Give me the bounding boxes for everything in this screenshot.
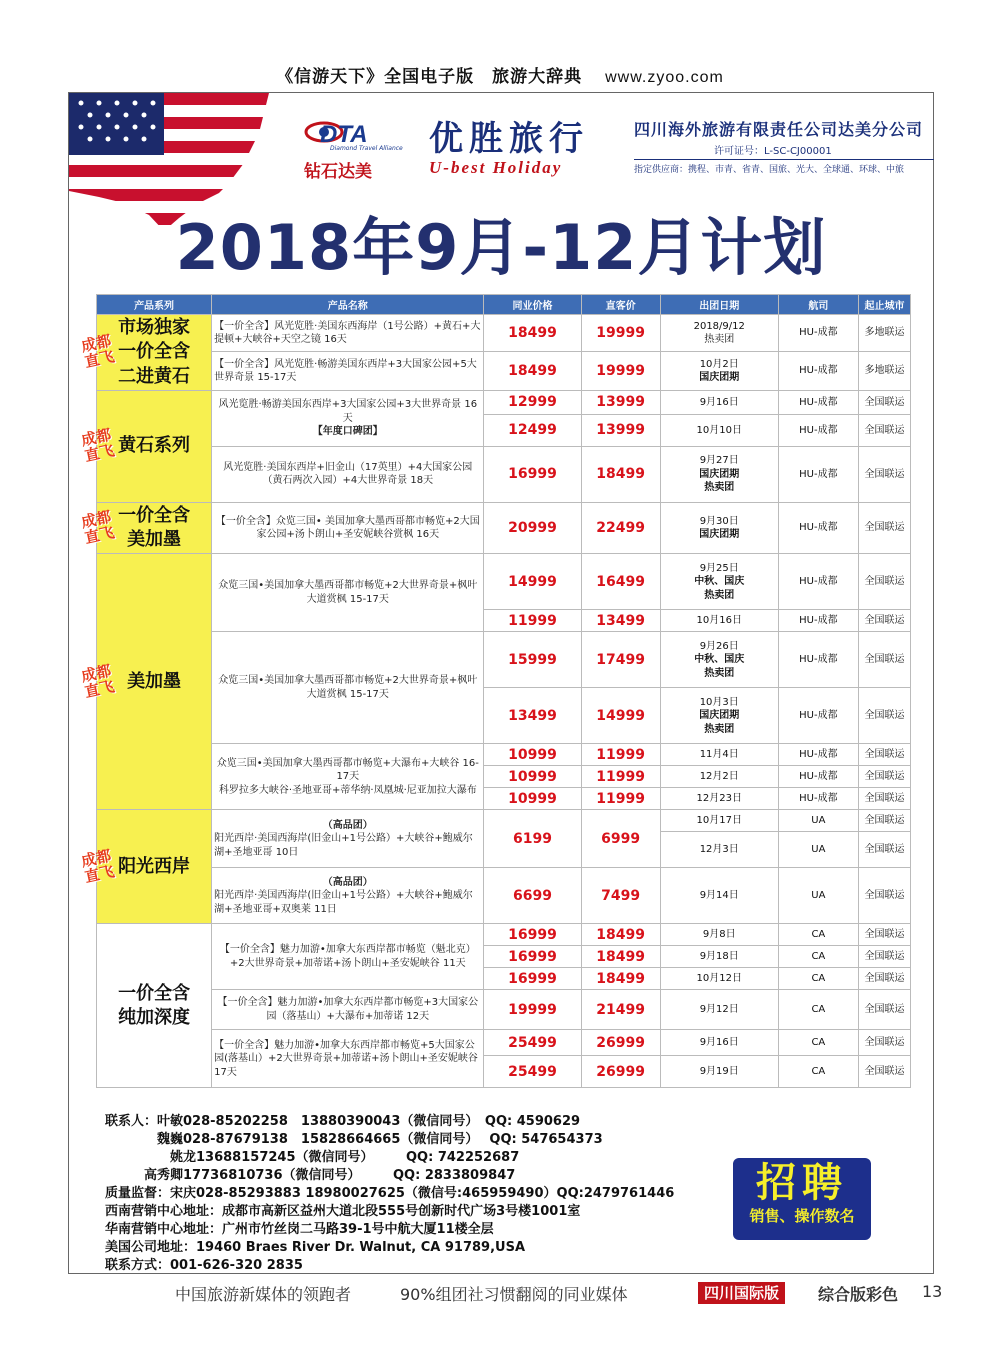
- quality-supervision: 质量监督：宋庆028-85293883 18980027625（微信号:465959490）QQ:2479761446: [105, 1186, 675, 1201]
- direct-price: 13999: [581, 390, 660, 414]
- departure-date: 9月18日: [660, 946, 778, 968]
- direct-price: 13499: [581, 610, 660, 632]
- date-value: 10月3日: [699, 696, 739, 708]
- peer-price: 15999: [484, 632, 581, 688]
- product-name-tag: [214, 425, 481, 439]
- product-name: [212, 744, 484, 810]
- peer-price: 20999: [484, 502, 581, 554]
- direct-price: 19999: [581, 315, 660, 352]
- departure-date: 11月4日: [660, 744, 778, 766]
- airline: CA: [778, 1030, 858, 1056]
- direct-price: 17499: [581, 632, 660, 688]
- airline: UA: [778, 868, 858, 924]
- city: 全国联运: [858, 990, 910, 1030]
- departure-date: 9月14日: [660, 868, 778, 924]
- departure-date: 10月16日: [660, 610, 778, 632]
- city: 全国联运: [858, 632, 910, 688]
- table-row: [97, 744, 911, 766]
- date-note: [663, 528, 776, 542]
- color-edition-label: 综合版彩色: [818, 1285, 899, 1304]
- table-row: [97, 924, 911, 946]
- header-peer-price: 同业价格: [484, 295, 581, 315]
- airline: UA: [778, 810, 858, 832]
- product-name-main: 风光览胜·畅游美国东西岸+3大国家公园+3大世界奇景 16天: [218, 399, 478, 424]
- ubest-english-name: U-best Holiday: [429, 158, 563, 177]
- series-cell: [79, 390, 212, 502]
- peer-price: 6699: [484, 868, 581, 924]
- header-city: 起止城市: [858, 295, 910, 315]
- direct-price: 16499: [581, 554, 660, 610]
- series-cell: [79, 554, 212, 810]
- tour-plan-table: [79, 294, 911, 1088]
- date-note-bold: 中秋、国庆: [694, 576, 745, 588]
- date-value: 9月27日: [699, 455, 739, 467]
- contact-line: 高秀卿17736810736（微信同号） QQ: 2833809847: [105, 1168, 516, 1183]
- city: 全国联运: [858, 446, 910, 502]
- date-note: 热卖团: [704, 334, 735, 346]
- airline: HU-成都: [778, 688, 858, 744]
- supplier-list: 指定供应商：携程、市青、省青、国旅、光大、全球通、环球、中旅: [634, 159, 934, 175]
- date-note-bold-2: 热卖团: [704, 667, 735, 679]
- contact-line: 联系人：叶敏028-85202258 13880390043（微信同号） QQ: 4590629: [105, 1114, 581, 1129]
- page-number: 13: [922, 1282, 943, 1301]
- airline: HU-成都: [778, 352, 858, 390]
- product-name: 【一价全含】众览三国• 美国加拿大墨西哥都市畅览+2大国家公园+汤卜朗山+圣安妮峡谷赏枫 16天: [212, 502, 484, 554]
- city: 全国联运: [858, 946, 910, 968]
- city: 全国联运: [858, 1030, 910, 1056]
- product-name: 风光览胜·美国东西岸+旧金山（17英里）+4大国家公园（黄石两次入园）+4大世界奇景 18天: [212, 446, 484, 502]
- airline: HU-成都: [778, 632, 858, 688]
- chengdu-direct-stamp: 成都直飞: [79, 331, 117, 372]
- airline: CA: [778, 990, 858, 1030]
- peer-price: 10999: [484, 766, 581, 788]
- table-row: [97, 502, 911, 554]
- dta-logo-text: DTA: [320, 121, 368, 148]
- dta-logo: [304, 111, 414, 181]
- series-cell: [97, 924, 212, 1088]
- airline: HU-成都: [778, 502, 858, 554]
- series-label: 市场独家 一价全含 二进黄石: [118, 317, 191, 387]
- product-name: 众览三国•美国加拿大墨西哥都市畅览+2大世界奇景+枫叶大道赏枫 15-17天: [212, 632, 484, 744]
- product-name: 【一价全含】风光览胜·畅游美国东西岸+3大国家公园+5大世界奇景 15-17天: [212, 352, 484, 390]
- airline: HU-成都: [778, 390, 858, 414]
- city: 全国联运: [858, 924, 910, 946]
- product-grade-bold: （高品团）: [322, 819, 373, 831]
- date-note-bold-2: 热卖团: [704, 589, 735, 601]
- ubest-chinese-name: 优胜旅行: [429, 119, 589, 159]
- direct-price: 11999: [581, 788, 660, 810]
- date-note-bold-2: 热卖团: [704, 482, 735, 494]
- airline: HU-成都: [778, 554, 858, 610]
- main-title: 2018年9月-12月计划: [175, 211, 827, 284]
- date-note-2: [663, 481, 776, 495]
- table-row: [97, 352, 911, 390]
- direct-price: 14999: [581, 688, 660, 744]
- product-name-sub: 科罗拉多大峡谷·圣地亚哥+蒂华纳·凤凰城·尼亚加拉大瀑布: [218, 784, 477, 796]
- company-info: [634, 117, 934, 175]
- city: 全国联运: [858, 810, 910, 832]
- departure-date: 9月12日: [660, 990, 778, 1030]
- city: 全国联运: [858, 688, 910, 744]
- table-row: [97, 315, 911, 352]
- series-label: 阳光西岸: [118, 855, 191, 877]
- product-name-main: 阳光西岸·美国西海岸(旧金山+1号公路）+大峡谷+鲍威尔湖+圣地亚哥 10日: [214, 833, 473, 858]
- direct-price: 19999: [581, 352, 660, 390]
- table-row: [97, 554, 911, 610]
- peer-price: 12499: [484, 414, 581, 446]
- product-grade-bold: （高品团）: [322, 876, 373, 888]
- series-label: 一价全含 纯加深度: [118, 982, 191, 1028]
- peer-price: 14999: [484, 554, 581, 610]
- departure-date: 10月17日: [660, 810, 778, 832]
- date-note-bold-2: 热卖团: [704, 723, 735, 735]
- banner: [69, 93, 933, 193]
- direct-price: 26999: [581, 1056, 660, 1088]
- city: 多地联运: [858, 315, 910, 352]
- table-header-row: [97, 295, 911, 315]
- peer-price: 16999: [484, 924, 581, 946]
- airline: HU-成都: [778, 766, 858, 788]
- direct-price: 18499: [581, 924, 660, 946]
- product-tag-bold: 【年度口碑团】: [312, 426, 383, 438]
- footer-slogan-2: 90%组团社习惯翻阅的同业媒体: [400, 1285, 628, 1304]
- footer-slogan-1: 中国旅游新媒体的领跑者: [175, 1285, 352, 1304]
- series-cell: [79, 315, 212, 391]
- ubest-logo: [429, 111, 619, 181]
- publication-title: 《信游天下》全国电子版 旅游大辞典: [276, 67, 583, 87]
- airline: CA: [778, 924, 858, 946]
- departure-date: [660, 554, 778, 610]
- table-row: [97, 990, 911, 1030]
- peer-price: 10999: [484, 744, 581, 766]
- direct-price: 13999: [581, 414, 660, 446]
- direct-price: 11999: [581, 744, 660, 766]
- direct-price: 6999: [581, 810, 660, 868]
- series-cell: [79, 502, 212, 554]
- product-name: 【一价全含】魅力加游•加拿大东西岸都市畅览（魁北克）+2大世界奇景+加蒂诺+汤卜朗山+圣安妮峡谷 11天: [212, 924, 484, 990]
- airline: UA: [778, 832, 858, 868]
- departure-date: [660, 352, 778, 390]
- airline: HU-成都: [778, 446, 858, 502]
- date-note-bold: 国庆团期: [699, 529, 740, 541]
- peer-price: 18499: [484, 315, 581, 352]
- product-name: 【一价全含】魅力加游•加拿大东西岸都市畅览+3大国家公园（落基山）+大瀑布+加蒂诺 12天: [212, 990, 484, 1030]
- series-cell: [79, 810, 212, 924]
- peer-price: 13499: [484, 688, 581, 744]
- departure-date: [660, 446, 778, 502]
- city: 全国联运: [858, 390, 910, 414]
- southwest-address: 西南营销中心地址：成都市高新区益州大道北段555号创新时代广场3号楼1001室: [105, 1204, 581, 1219]
- header-name: 产品名称: [212, 295, 484, 315]
- date-note: [663, 709, 776, 723]
- peer-price: 6199: [484, 810, 581, 868]
- date-value: 9月30日: [699, 515, 739, 527]
- departure-date: 9月19日: [660, 1056, 778, 1088]
- header-airline: 航司: [778, 295, 858, 315]
- direct-price: 18499: [581, 446, 660, 502]
- date-value: 2018/9/12: [693, 320, 745, 332]
- dta-chinese-name: 钻石达美: [304, 162, 372, 182]
- us-address: 美国公司地址：19460 Braes River Dr. Walnut, CA 91789,USA: [105, 1240, 525, 1255]
- city: 全国联运: [858, 610, 910, 632]
- peer-price: 25499: [484, 1030, 581, 1056]
- departure-date: 12月3日: [660, 832, 778, 868]
- license-number: 许可证号：L-SC-CJ00001: [714, 146, 832, 157]
- date-note-bold: 中秋、国庆: [694, 654, 745, 666]
- date-note: [663, 468, 776, 482]
- ad-frame: [68, 92, 934, 1274]
- date-note-bold: 国庆团期: [699, 710, 740, 722]
- airline: HU-成都: [778, 315, 858, 352]
- departure-date: 9月16日: [660, 1030, 778, 1056]
- peer-price: 25499: [484, 1056, 581, 1088]
- peer-price: 11999: [484, 610, 581, 632]
- city: 全国联运: [858, 414, 910, 446]
- header-series: 产品系列: [97, 295, 212, 315]
- direct-price: 7499: [581, 868, 660, 924]
- chengdu-direct-stamp: 成都直飞: [79, 507, 117, 547]
- peer-price: 18499: [484, 352, 581, 390]
- series-label: 黄石系列: [118, 435, 191, 457]
- date-note-2: [663, 667, 776, 681]
- departure-date: 10月10日: [660, 414, 778, 446]
- departure-date: [660, 632, 778, 688]
- city: 全国联运: [858, 744, 910, 766]
- departure-date: 10月12日: [660, 968, 778, 990]
- date-value: 9月26日: [699, 640, 739, 652]
- peer-price: 16999: [484, 446, 581, 502]
- product-name: [212, 810, 484, 868]
- departure-date: [660, 502, 778, 554]
- departure-date: 12月2日: [660, 766, 778, 788]
- product-name: [212, 868, 484, 924]
- airline: HU-成都: [778, 414, 858, 446]
- date-note: [663, 653, 776, 667]
- product-name: 【一价全含】魅力加游•加拿大东西岸都市畅览+5大国家公园(落基山）+2大世界奇景+加蒂诺+汤卜朗山+圣安妮峡谷 17天: [212, 1030, 484, 1088]
- contact-line: 姚龙13688157245（微信同号） QQ: 742252687: [105, 1150, 520, 1165]
- date-note: [663, 371, 776, 385]
- departure-date: 12月23日: [660, 788, 778, 810]
- table-row: [97, 390, 911, 414]
- airline: HU-成都: [778, 610, 858, 632]
- table-row: [97, 1030, 911, 1056]
- date-note: [663, 575, 776, 589]
- peer-price: 10999: [484, 788, 581, 810]
- contact-line: 魏巍028-87679138 15828664665（微信同号） QQ: 547654373: [105, 1132, 603, 1147]
- us-phone: 联系方式：001-626-320 2835: [105, 1258, 303, 1273]
- departure-date: 9月16日: [660, 390, 778, 414]
- dta-subtitle: Diamond Travel Alliance: [330, 145, 403, 152]
- city: 全国联运: [858, 868, 910, 924]
- recruit-title: 招聘: [756, 1160, 848, 1206]
- page-footer: [0, 1282, 1000, 1306]
- city: 全国联运: [858, 1056, 910, 1088]
- peer-price: 12999: [484, 390, 581, 414]
- recruitment-badge: [733, 1158, 871, 1240]
- chengdu-direct-stamp: 成都直飞: [79, 661, 117, 701]
- table-row: [97, 868, 911, 924]
- departure-date: [660, 315, 778, 352]
- product-name: 【一价全含】风光览胜·美国东西海岸（1号公路）+黄石+大提顿+大峡谷+天空之镜 16天: [212, 315, 484, 352]
- product-name-main: 阳光西岸·美国西海岸(旧金山+1号公路）+大峡谷+鲍威尔湖+圣地亚哥+双奥莱 11日: [214, 890, 473, 915]
- departure-date: [660, 688, 778, 744]
- city: 全国联运: [858, 968, 910, 990]
- product-grade: [214, 876, 481, 890]
- series-label: 一价全含 美加墨: [118, 504, 191, 551]
- city: 全国联运: [858, 832, 910, 868]
- city: 全国联运: [858, 502, 910, 554]
- product-name: 众览三国•美国加拿大墨西哥都市畅览+2大世界奇景+枫叶大道赏枫 15-17天: [212, 554, 484, 632]
- south-china-address: 华南营销中心地址：广州市竹丝岗二马路39-1号中航大厦11楼全层: [105, 1222, 494, 1237]
- city: 全国联运: [858, 554, 910, 610]
- airline: CA: [778, 946, 858, 968]
- city: 全国联运: [858, 766, 910, 788]
- table-row: [97, 632, 911, 688]
- header-date: 出团日期: [660, 295, 778, 315]
- date-note-2: [663, 723, 776, 737]
- date-note-bold: 国庆团期: [699, 468, 740, 480]
- edition-badge: 四川国际版: [698, 1282, 785, 1304]
- city: 全国联运: [858, 788, 910, 810]
- direct-price: 11999: [581, 766, 660, 788]
- table-row: [97, 446, 911, 502]
- date-value: 9月25日: [699, 562, 739, 574]
- date-note-bold: 国庆团期: [699, 372, 740, 384]
- table-row: [97, 810, 911, 832]
- product-name-main: 众览三国•美国加拿大墨西哥都市畅览+大瀑布+大峡谷 16-17天: [216, 757, 479, 783]
- header-direct-price: 直客价: [581, 295, 660, 315]
- airline: HU-成都: [778, 788, 858, 810]
- peer-price: 16999: [484, 968, 581, 990]
- airline: CA: [778, 1056, 858, 1088]
- departure-date: 9月8日: [660, 924, 778, 946]
- series-label: 美加墨: [127, 670, 182, 692]
- airline: CA: [778, 968, 858, 990]
- publication-header: [0, 62, 1000, 87]
- date-note-2: [663, 589, 776, 603]
- direct-price: 22499: [581, 502, 660, 554]
- direct-price: 26999: [581, 1030, 660, 1056]
- date-value: 10月2日: [699, 358, 739, 370]
- chengdu-direct-stamp: 成都直飞: [79, 425, 117, 466]
- contact-block: [105, 1113, 785, 1275]
- direct-price: 18499: [581, 968, 660, 990]
- direct-price: 18499: [581, 946, 660, 968]
- direct-price: 21499: [581, 990, 660, 1030]
- city: 多地联运: [858, 352, 910, 390]
- recruit-subtitle: 销售、操作数名: [749, 1207, 855, 1225]
- chengdu-direct-stamp: 成都直飞: [79, 846, 117, 886]
- product-name: [212, 390, 484, 446]
- peer-price: 16999: [484, 946, 581, 968]
- publication-url[interactable]: www.zyoo.com: [605, 69, 724, 86]
- peer-price: 19999: [484, 990, 581, 1030]
- product-grade: [214, 819, 481, 833]
- airline: HU-成都: [778, 744, 858, 766]
- company-name: 四川海外旅游有限责任公司达美分公司: [634, 120, 924, 139]
